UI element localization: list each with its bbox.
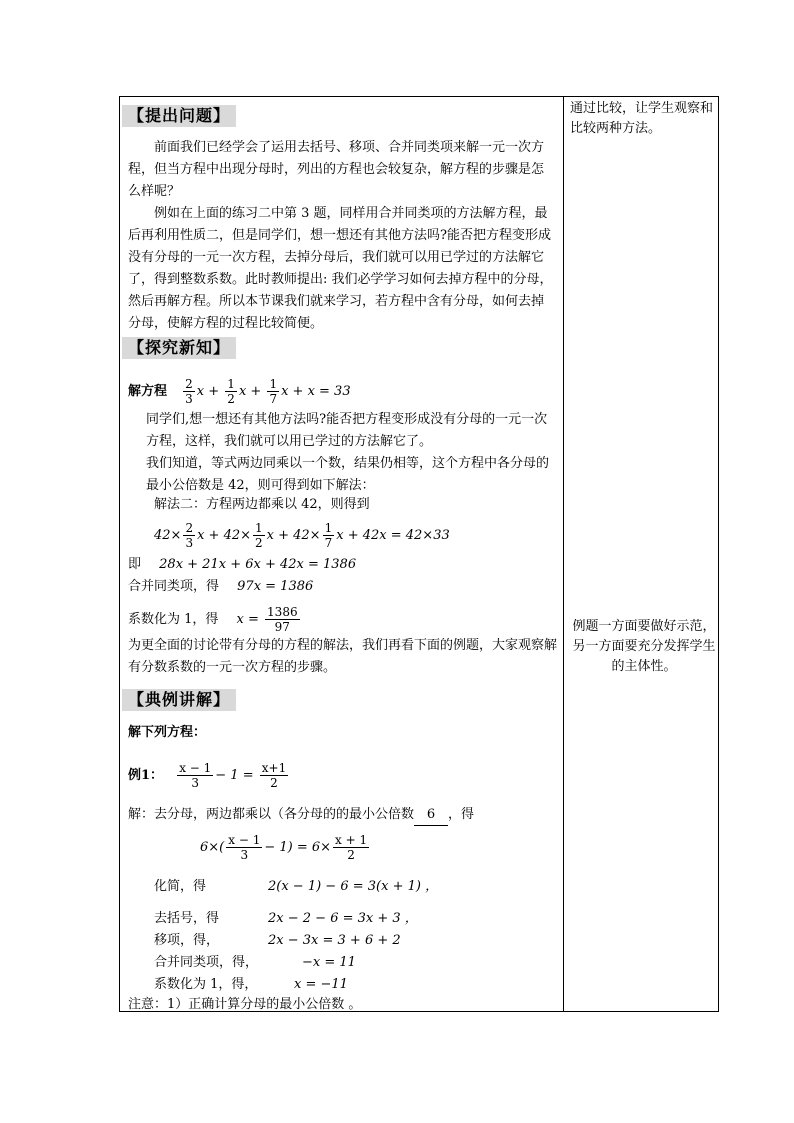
- fraction: $\frac{2}{3}$: [185, 377, 193, 406]
- step-label: 化简，得: [154, 879, 207, 894]
- side-note: 例题一方面要做好示范，另一方面要充分发挥学生的主体性。: [572, 619, 716, 674]
- raise-text: [128, 137, 556, 335]
- fraction: $\frac{1}{2}$: [255, 521, 263, 550]
- step-equation: 2(x − 1) − 6 = 3(x + 1) ，: [268, 879, 439, 894]
- main-column: [120, 97, 563, 1011]
- step-label: 系数化为 1，得，: [154, 977, 258, 992]
- raise-paragraph: 例如在上面的练习二中第 3 题，同样用合并同类项的方法解方程，最后再利用性质二，但是同学们，想一想还有其他方法吗?能否把方程变形成没有分母的一元一次方程，去掉分母后，我们就可以用已学过的方法解它了，得到整数系数。此时教师提出: 我们必学学习如何去掉方程中的分母，然后再解方程。所以本节课我们就来学习，若方程中含有分母，如何去掉分母，使解方程的过程比较简便。: [128, 206, 553, 331]
- step-label: 移项，得，: [154, 933, 220, 948]
- step-label: 去括号，得: [154, 911, 220, 926]
- explore-paragraph: 为更全面的讨论带有分母的方程的解法，我们再看下面的例题，大家观察解有分数系数的一元一次方程的步骤。: [128, 638, 558, 675]
- multiplied-equation: 6×( $\frac{x - 1}{3}$ − 1) = 6× $\frac{x + 1}{2}$: [200, 833, 368, 862]
- step-label: 合并同类项，得: [128, 579, 220, 594]
- side-column: [564, 97, 719, 1011]
- solve-label: 解方程: [128, 384, 168, 399]
- explore-paragraph: 我们知道，等式两边同乘以一个数，结果仍相等，这个方程中各分母的最小公倍数是 42，则可得到如下解法：: [146, 456, 550, 493]
- step-equation: −x = 11: [302, 955, 356, 970]
- step-line: [154, 975, 348, 995]
- lesson-table: [119, 96, 719, 1012]
- section-heading-raise: 【提出问题】: [122, 105, 236, 127]
- step-equation: 2x − 2 − 6 = 3x + 3 ，: [268, 911, 418, 926]
- lcm-blank: 6: [414, 805, 448, 826]
- raise-paragraph: 前面我们已经学会了运用去括号、移项、合并同类项来解一元一次方程，但当方程中出现分母时，列出的方程也会较复杂，解方程的步骤是怎么样呢？: [128, 140, 545, 199]
- solution-intro: 解：去分母，两边都乘以（各分母的的最小公倍数 6 ，得: [128, 805, 474, 826]
- step-line: [154, 931, 401, 951]
- fraction: $\frac{1}{7}$: [324, 521, 333, 550]
- fraction: $\frac{1386}{97}$: [267, 605, 298, 634]
- fraction: $\frac{x + 1}{2}$: [335, 833, 368, 862]
- fraction: $\frac{1}{7}$: [269, 377, 278, 406]
- step-equation: 2x − 3x = 3 + 6 + 2: [268, 933, 401, 948]
- fraction: $\frac{x+1}{2}$: [261, 761, 287, 790]
- fraction: $\frac{1}{2}$: [227, 377, 235, 406]
- method-two-text: 解法二：方程两边都乘以 42，则得到: [154, 497, 370, 512]
- equation-line: [128, 377, 351, 406]
- side-note: 通过比较，让学生观察和比较两种方法。: [570, 101, 714, 136]
- step-line: [154, 953, 356, 973]
- fraction: $\frac{2}{3}$: [185, 521, 194, 550]
- step-equation: 28x + 21x + 6x + 42x = 1386: [159, 557, 357, 572]
- equation-2: 42× $\frac{2}{3}$ x + 42× $\frac{1}{2}$ x + 42× $\frac{1}{7}$ x + 42x = 42×33: [154, 521, 450, 550]
- equation-1: $\frac{2}{3}$ x + $\frac{1}{2}$ x + $\frac{1}{7}$ x + x = 33: [185, 377, 351, 406]
- step-line: [128, 577, 313, 597]
- step-line: [154, 909, 418, 929]
- step-line: [128, 555, 356, 575]
- explore-paragraph: 同学们,想一想还有其他方法吗?能否把方程变形成没有分母的一元一次方程，这样，我们就可以用已学过的方法解它了。: [146, 412, 548, 449]
- step-line: [154, 877, 438, 897]
- section-heading-example: 【典例讲解】: [122, 689, 236, 711]
- section-heading-explore: 【探究新知】: [122, 337, 236, 359]
- step-equation: x = −11: [294, 977, 348, 992]
- note-text: 注意：1）正确计算分母的最小公倍数 。: [128, 997, 362, 1012]
- example-title: 解下列方程：: [128, 725, 207, 740]
- step-label: 系数化为 1，得: [128, 612, 219, 627]
- example-equation: $\frac{x - 1}{3}$ − 1 = $\frac{x+1}{2}$: [179, 761, 287, 790]
- example-label: 例1：: [128, 768, 164, 783]
- fraction: $\frac{x - 1}{3}$: [228, 833, 261, 862]
- example-1: [128, 759, 290, 793]
- step-line: [128, 603, 302, 637]
- step-label: 合并同类项，得，: [154, 955, 259, 970]
- step-equation: 97x = 1386: [237, 579, 314, 594]
- step-equation: x = $\frac{1386}{97}$: [236, 605, 298, 634]
- step-label: 即: [128, 557, 142, 572]
- fraction: $\frac{x - 1}{3}$: [179, 761, 212, 790]
